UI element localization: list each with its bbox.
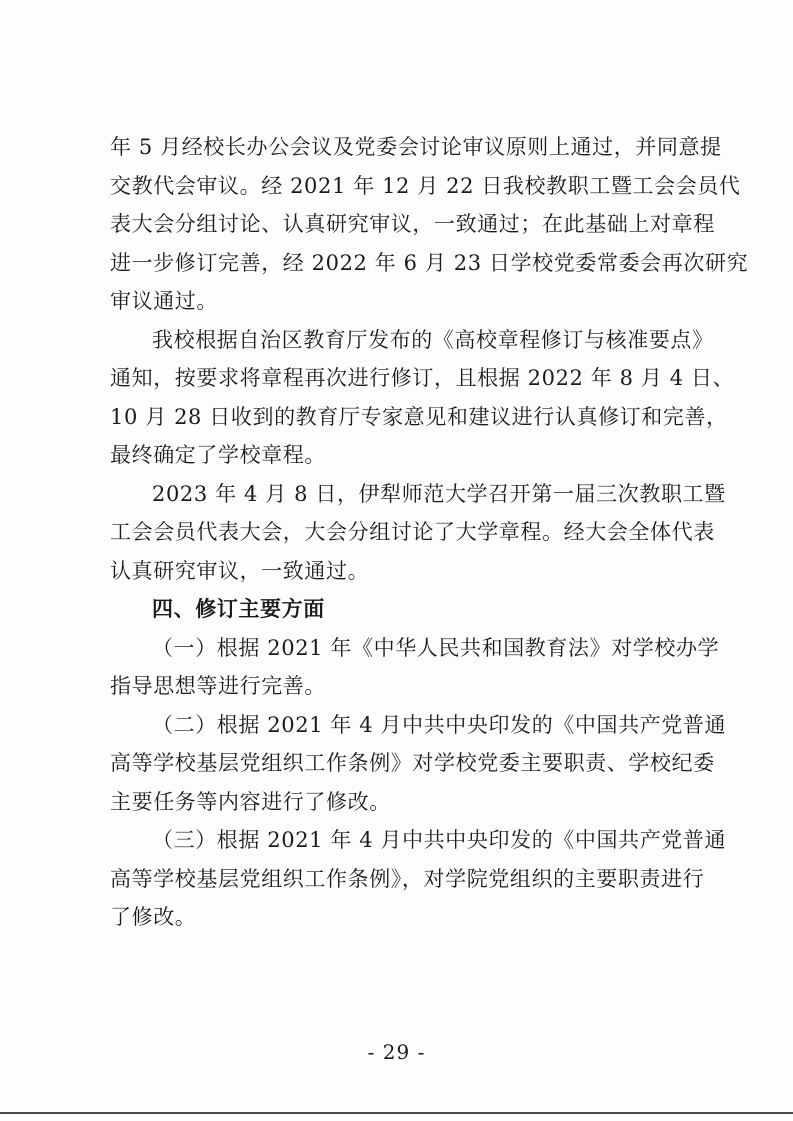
text-line: 表大会分组讨论、认真研究审议，一致通过；在此基础上对章程: [110, 212, 715, 236]
text-line: 审议通过。: [110, 289, 218, 313]
text-line: 2023 年 4 月 8 日，伊犁师范大学召开第一届三次教职工暨: [152, 481, 726, 506]
text-line: 最终确定了学校章程。: [110, 443, 326, 467]
text-line: 高等学校基层党组织工作条例》对学校党委主要职责、学校纪委: [110, 751, 715, 775]
text-line: （三）根据 2021 年 4 月中共中央印发的《中国共产党普通: [152, 828, 727, 852]
body-text: [110, 128, 749, 937]
bottom-divider: [0, 1112, 793, 1114]
text-line: 认真研究审议，一致通过。: [110, 558, 370, 583]
text-line: （二）根据 2021 年 4 月中共中央印发的《中国共产党普通: [152, 712, 727, 737]
text-line: 工会会员代表大会，大会分组讨论了大学章程。经大会全体代表: [110, 520, 715, 544]
section-heading: 四、修订主要方面: [152, 597, 325, 621]
text-line: 我校根据自治区教育厅发布的《高校章程修订与核准要点》: [152, 327, 714, 352]
text-line: 进一步修订完善，经 2022 年 6 月 23 日学校党委常委会再次研究: [110, 250, 749, 275]
page-number: - 29 -: [367, 1040, 426, 1064]
text-line: 主要任务等内容进行了修改。: [110, 789, 391, 814]
text-line: 指导思想等进行完善。: [110, 674, 326, 698]
text-line: 了修改。: [110, 905, 197, 929]
text-line: 年 5 月经校长办公会议及党委会讨论审议原则上通过，并同意提: [110, 135, 722, 159]
text-line: 10 月 28 日收到的教育厅专家意见和建议进行认真修订和完善，: [110, 404, 728, 429]
text-line: 高等学校基层党组织工作条例》，对学院党组织的主要职责进行: [110, 866, 705, 891]
text-line: 交教代会审议。经 2021 年 12 月 22 日我校教职工暨工会会员代: [110, 173, 741, 198]
text-line: （一）根据 2021 年《中华人民共和国教育法》对学校办学: [152, 635, 720, 660]
text-line: 通知，按要求将章程再次进行修订，且根据 2022 年 8 月 4 日、: [110, 366, 735, 390]
